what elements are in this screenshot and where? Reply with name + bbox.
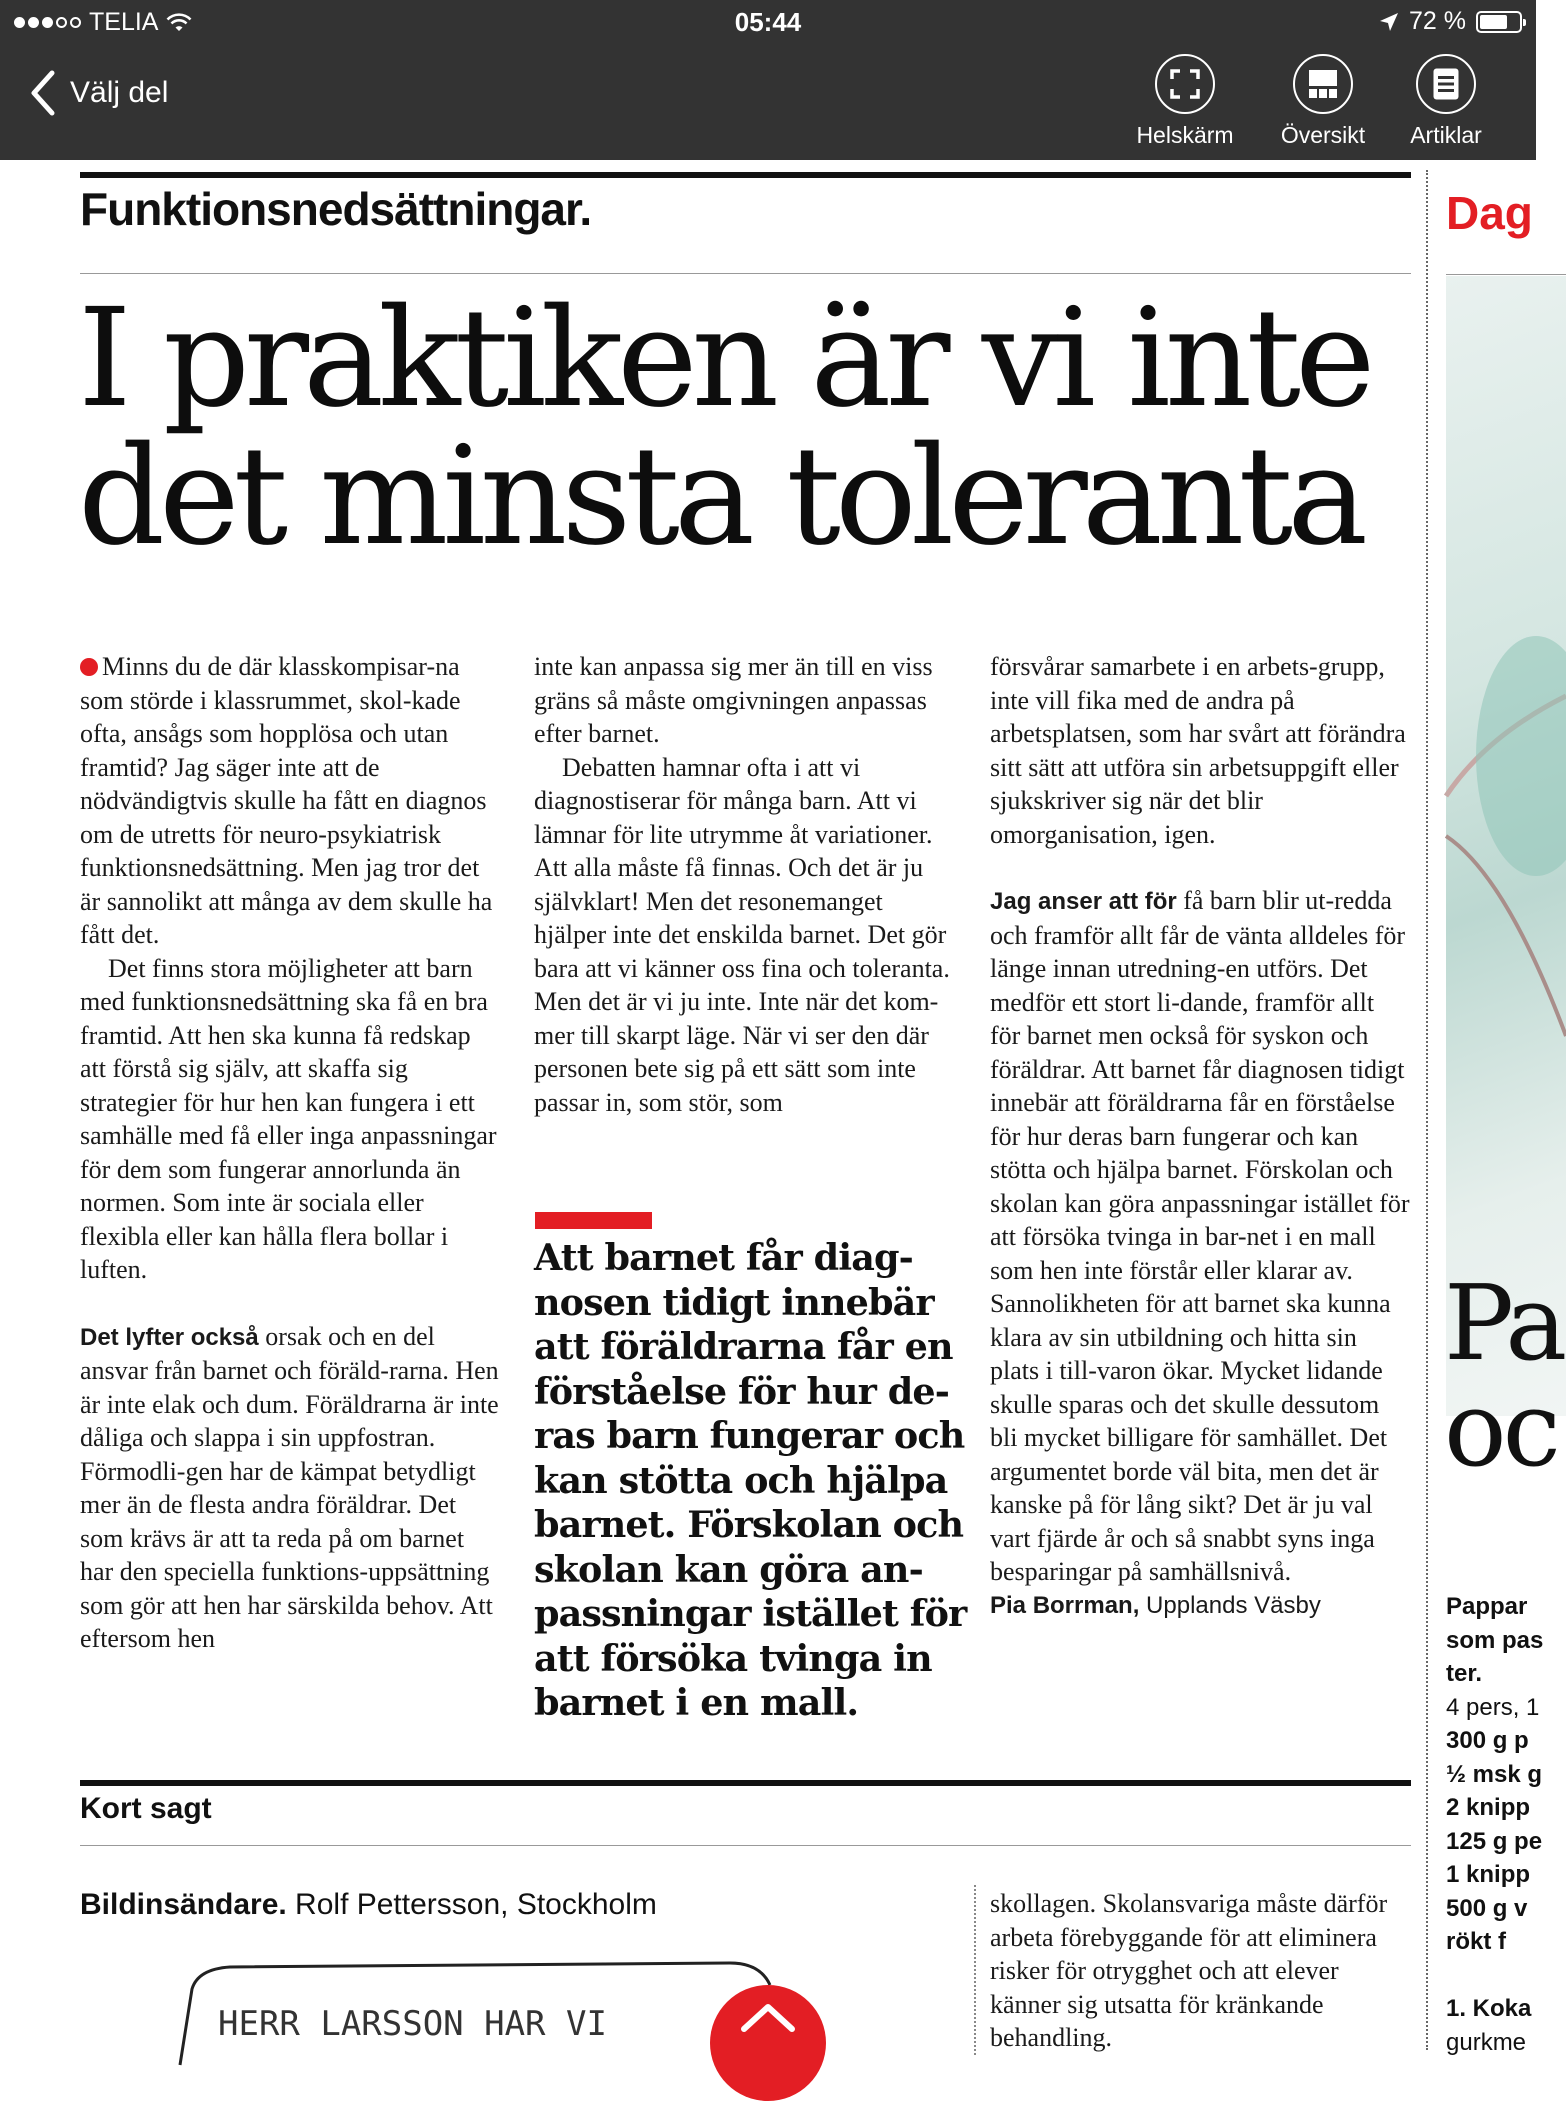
top-heavy-rule xyxy=(80,172,1411,178)
author-signature xyxy=(990,1589,1410,1623)
recipe-line: 300 g p xyxy=(1446,1727,1529,1754)
articles-list-icon xyxy=(1432,67,1460,101)
recipe-line: som pas xyxy=(1446,1626,1544,1654)
battery-percent: 72 % xyxy=(1409,7,1466,35)
article-column-1 xyxy=(80,650,500,1656)
fullscreen-button[interactable] xyxy=(1125,54,1245,149)
articles-button[interactable] xyxy=(1386,54,1506,149)
next-page-preview[interactable] xyxy=(1428,160,1564,2056)
kort-sagt-column-3: skollagen. Skolansvariga måste därför arbeta förebyggande för att eliminera risker för otrygghet och att elever känner sig utsatta för kränkande behandling. xyxy=(990,1889,1388,2052)
recipe-line xyxy=(1446,1959,1543,1993)
clock: 05:44 xyxy=(734,7,802,37)
red-dot-marker xyxy=(80,658,98,676)
status-right xyxy=(1379,7,1522,36)
col3-paragraph-2: Jag anser att för få barn blir ut-redda och framför allt får de vänta alldeles för länge innan utredning-en utförs. Det medför ett stort li-dande, framför allt för barnet men också för syskon och föräldrar. Att barnet får diagnosen tidigt innebär att föräldrarna får en förståelse för hur deras barn fungerar och kan stötta och hjälpa barnet. Förskolan och skolan kan göra anpassningar istället för att försöka tvinga in bar-net i en mall som hen inte förstår eller klarar av. Sannolikheten för att barnet ska kunna klara av sin utbildning och hitta sin plats i till-varon ökar. Mycket lidande skulle sparas och det skulle dessutom bli mycket billigare för samhället. Det argumentet borde väl bita, men det är kanske på för lång sikt? Det är ju val vart fjärde år och så snabbt syns inga besparingar på samhällsnivå. xyxy=(990,886,1410,1586)
article-column-3 xyxy=(990,650,1410,1622)
recipe-line: 1 knipp xyxy=(1446,1861,1531,1888)
article-headline xyxy=(78,280,1418,576)
top-bar xyxy=(0,0,1536,160)
kicker-rule xyxy=(80,273,1411,274)
chevron-up-icon xyxy=(740,2003,796,2033)
kort-sagt-heavy-rule xyxy=(80,1780,1411,1786)
overview-grid-icon xyxy=(1307,68,1339,100)
back-button-label: Välj del xyxy=(70,76,169,109)
back-button[interactable] xyxy=(30,70,168,116)
next-page-rule xyxy=(1446,274,1566,275)
status-bar xyxy=(0,0,1536,42)
bildinsandare-byline xyxy=(80,1888,657,1922)
fullscreen-label: Helskärm xyxy=(1136,122,1234,148)
chevron-left-icon xyxy=(30,70,56,116)
next-page-red-heading: Dag xyxy=(1446,187,1533,239)
col1-paragraph-3: Det lyfter också orsak och en del ansvar från barnet och föräld-rarna. Hen är inte elak och dum. Föräldrarna är inte dåliga och slappa i sin uppfostran. Förmodli-gen har de kämpat betydligt mer än de flesta andra föräldrar. Det som krävs är att ta reda på om barnet har den speciella funktions-uppsättning som gör att hen har särskilda behov. Att eftersom hen xyxy=(80,1321,499,1653)
next-page-recipe-text xyxy=(1446,1590,1543,2059)
article-column-2 xyxy=(534,650,954,1119)
location-arrow-icon xyxy=(1379,12,1399,32)
col2-paragraph-2: Debatten hamnar ofta i att vi diagnostiserar för många barn. Att vi lämnar för lite utrymme åt variationer. Att alla måste få finnas. Och det är ju självklart! Men det resonemanget hjälper inte det enskilda barnet. Det gör bara att vi känner oss fina och toleranta. Men det är vi ju inte. Inte när det kom-mer till skarpt läge. När vi ser den där personen bete sig på ett sätt som inte passar in, som stör, som xyxy=(534,752,950,1117)
pull-quote-bar xyxy=(535,1212,652,1229)
pull-quote: Att barnet får diag-nosen tidigt innebär att föräldrarna får en förståelse för hur de-ras barn fungerar och kan stötta och hjälpa barnet. Förskolan och skolan kan göra an-passningar istället för att försöka tvinga in barnet i en mall. xyxy=(534,1236,967,1724)
next-page-big-heading: Pa oc xyxy=(1444,1262,1564,1490)
bildinsandare-label: Bildinsändare. xyxy=(80,1888,287,1921)
recipe-line: ter. xyxy=(1446,1660,1483,1687)
recipe-line: gurkme xyxy=(1446,2028,1527,2056)
bildinsandare-author: Rolf Pettersson, Stockholm xyxy=(286,1888,657,1921)
scroll-up-button[interactable] xyxy=(710,1985,826,2101)
recipe-line: rökt f xyxy=(1446,1928,1506,1955)
col1-paragraph-1: Minns du de där klasskompisar-na som störde i klassrummet, skol-kade ofta, ansågs som hopplösa och utan framtid? Jag säger inte att de nödvändigtvis skulle ha fått en diagnos om de utretts för neuro-psykiatrisk funktionsnedsättning. Men jag tror det är sannolikt att många av dem skulle ha fått det. xyxy=(80,652,493,949)
col2-paragraph-1: inte kan anpassa sig mer än till en viss gräns så måste omgivningen anpassas efter barnet. xyxy=(534,652,933,748)
recipe-line: 4 pers, 1 xyxy=(1446,1693,1540,1721)
col3-paragraph-1: försvårar samarbete i en arbets-grupp, inte vill fika med de andra på arbetsplatsen, som har svårt att förändra sitt sätt att utföra sin arbetsuppgift eller sjukskriver sig när det blir omorganisation, igen. xyxy=(990,652,1406,849)
kort-sagt-title: Kort sagt xyxy=(80,1792,212,1825)
col1-paragraph-2: Det finns stora möjligheter att barn med funktionsnedsättning ska få en bra framtid. Att hen ska kunna få redskap att förstå sig själv, att skaffa sig strategier för hur hen kan fungera i ett samhälle med få eller inga anpassningar för dem som fungerar annorlunda än normen. Som inte är sociala eller flexibla eller kan hålla flera bollar i luften. xyxy=(80,953,497,1284)
author-place: Upplands Väsby xyxy=(1139,1591,1321,1619)
kort-sagt-column-separator xyxy=(974,1885,976,2055)
lead-in: Det lyfter också xyxy=(80,1323,259,1351)
recipe-line: 500 g v xyxy=(1446,1894,1528,1922)
section-kicker: Funktionsnedsättningar. xyxy=(80,183,592,235)
kort-sagt-rule xyxy=(80,1845,1411,1846)
fullscreen-icon xyxy=(1170,69,1200,99)
carrier-label: TELIA xyxy=(89,8,159,36)
overview-label: Översikt xyxy=(1280,122,1366,148)
recipe-line: 2 knipp xyxy=(1446,1794,1531,1821)
cartoon-caption: HERR LARSSON HAR VI xyxy=(218,2004,607,2044)
recipe-line: 125 g pe xyxy=(1446,1827,1543,1855)
author-name: Pia Borrman, xyxy=(990,1591,1140,1619)
recipe-line: ½ msk g xyxy=(1446,1760,1543,1788)
next-page-photo xyxy=(1446,276,1566,1416)
battery-icon xyxy=(1476,11,1522,33)
headline-line-2: det minsta toleranta xyxy=(78,418,1363,576)
headline-line-1: I praktiken är vi inte xyxy=(78,280,1370,438)
recipe-line: 1. Koka xyxy=(1446,1995,1532,2022)
overview-button[interactable] xyxy=(1263,54,1383,149)
articles-label: Artiklar xyxy=(1410,122,1482,148)
recipe-line: Pappar xyxy=(1446,1593,1528,1620)
lead-in: Jag anser att för xyxy=(990,888,1177,915)
cartoon-image xyxy=(170,1955,790,2065)
